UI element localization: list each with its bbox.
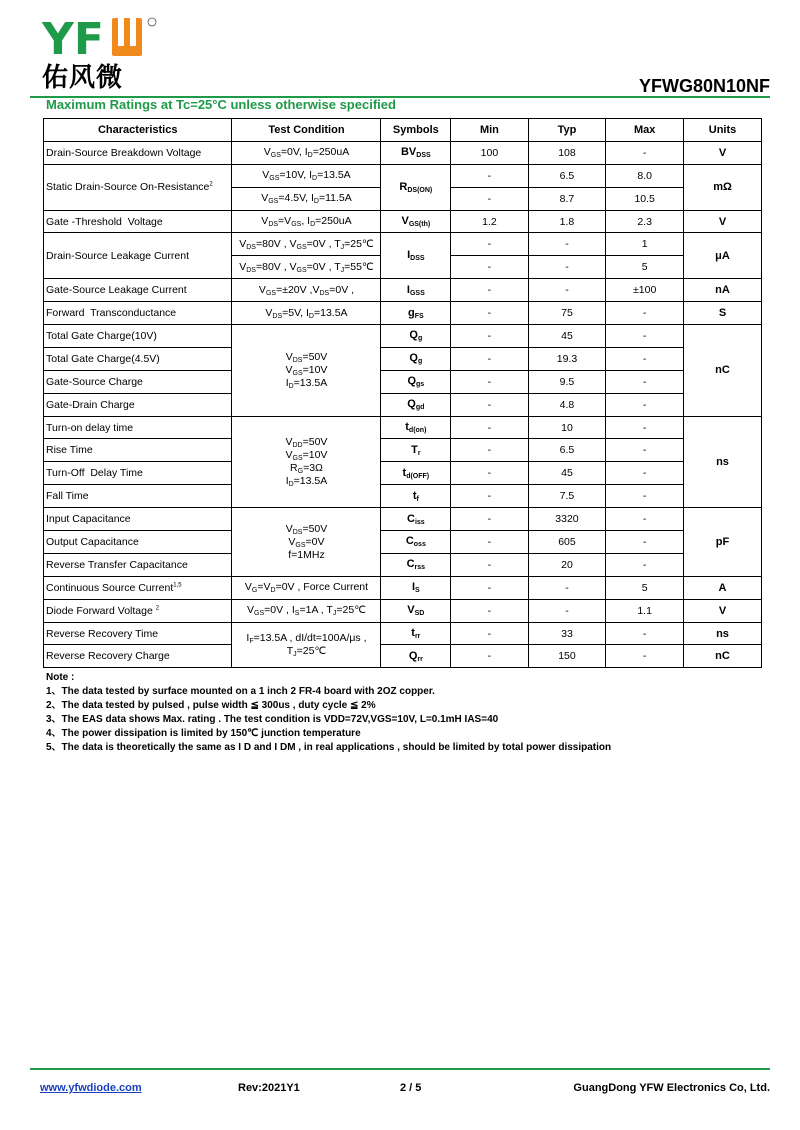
table-row: Gate -Threshold Voltage $V_{DS}=V_{GS}$, $I_D=250uA$ $V_{GS(th)}$ 1.2 1.8 2.3 V [44, 210, 762, 233]
table-row: Gate-Source Charge $Q_{gs}$ - 9.5 - [44, 370, 762, 393]
ratings-table [43, 118, 762, 668]
table-row: Fall Time $t_f$ - 7.5 - [44, 485, 762, 508]
table-row: Reverse Transfer Capacitance $C_{rss}$ - 20 - [44, 553, 762, 576]
col-header: Max [606, 119, 684, 142]
col-header: Symbols [381, 119, 451, 142]
table-row: Turn-on delay time $V_{DD}=50V$ $V_{GS}=10V$ $R_G=3\Omega$ $I_D=13.5A$ $t_{d(on)}$ - 10 - ns [44, 416, 762, 439]
table-row: Static Drain-Source On-Resistance$^2$ $V_{GS}=10V$, $I_D=13.5A$ $R_{DS(ON)}$ - 6.5 8.0 mΩ [44, 164, 762, 187]
table-row: Gate-Drain Charge $Q_{gd}$ - 4.8 - [44, 393, 762, 416]
notes-title: Note : [46, 672, 75, 683]
note-item: 3、The EAS data shows Max. rating . The test condition is VDD=72V,VGS=10V, L=0.1mH IAS=40 [46, 714, 499, 725]
table-row: Drain-Source Breakdown Voltage $V_{GS}=0V$, $I_D=250uA$ $BV_{DSS}$ 100 108 - V [44, 141, 762, 164]
section-title: Maximum Ratings at Tc=25°C unless otherwise specified [46, 97, 396, 112]
col-header: Characteristics [44, 119, 232, 142]
table-row: Drain-Source Leakage Current $V_{DS}=80V$ , $V_{GS}=0V$ , $T_J=25℃$ $I_{DSS}$ - - 1 μA [44, 233, 762, 256]
footer-divider [30, 1068, 770, 1070]
col-header: Test Condition [232, 119, 381, 142]
company-name: GuangDong YFW Electronics Co, Ltd. [573, 1082, 770, 1094]
table-row: Rise Time $T_r$ - 6.5 - [44, 439, 762, 462]
table-row: Continuous Source Current$^{1,5}$ $V_G=V_D=0V$ , Force Current $I_S$ - - 5 A [44, 576, 762, 599]
table-row: Total Gate Charge(4.5V) $Q_g$ - 19.3 - [44, 347, 762, 370]
table-header-row [44, 119, 762, 142]
note-item: 4、The power dissipation is limited by 150℃ junction temperature [46, 728, 361, 739]
table-row: Input Capacitance $V_{DS}=50V$ $V_{GS}=0V$ f=1MHz $C_{iss}$ - 3320 - pF [44, 508, 762, 531]
logo-chinese-text: 佑风微 [42, 63, 124, 93]
website-link[interactable]: www.yfwdiode.com [40, 1082, 142, 1094]
note-item: 5、The data is theoretically the same as I D and I DM , in real applications , should be limited by total power dissipation [46, 742, 612, 753]
note-item: 1、The data tested by surface mounted on a 1 inch 2 FR-4 board with 2OZ copper. [46, 686, 435, 697]
page-number: 2 / 5 [400, 1082, 422, 1094]
table-row: Diode Forward Voltage $^2$ $V_{GS}=0V$ , $I_S=1A$ , $T_J=25℃$ $V_{SD}$ - - 1.1 V [44, 599, 762, 622]
table-row: $V_{GS}=4.5V$, $I_D=11.5A$ - 8.7 10.5 [44, 187, 762, 210]
table-row: Reverse Recovery Charge $Q_{rr}$ - 150 - nC [44, 645, 762, 668]
notes [46, 671, 611, 755]
col-header: Min [451, 119, 528, 142]
table-row: Output Capacitance $C_{oss}$ - 605 - [44, 531, 762, 554]
revision: Rev:2021Y1 [238, 1082, 300, 1094]
table-row: $V_{DS}=80V$ , $V_{GS}=0V$ , $T_J=55℃$ - - 5 [44, 256, 762, 279]
table-row: Turn-Off Delay Time $t_{d(OFF)}$ - 45 - [44, 462, 762, 485]
table-row: Total Gate Charge(10V) $V_{DS}=50V$ $V_{GS}=10V$ $I_D=13.5A$ $Q_g$ - 45 - nC [44, 325, 762, 348]
table-row: Forward Transconductance $V_{DS}=5V$, $I_D=13.5A$ $g_{FS}$ - 75 - S [44, 302, 762, 325]
table-row: Reverse Recovery Time $I_F=13.5A$ , dI/dt=100A/μs , $T_J=25℃$ $t_{rr}$ - 33 - ns [44, 622, 762, 645]
col-header: Typ [528, 119, 606, 142]
table-row: Gate-Source Leakage Current $V_{GS}=\pm 20V$ $,V_{DS}=0V$ , $I_{GSS}$ - - ±100 nA [44, 279, 762, 302]
svg-text:YF: YF [42, 14, 104, 62]
part-number: YFWG80N10NF [638, 76, 770, 96]
col-header: Units [684, 119, 762, 142]
note-item: 2、The data tested by pulsed , pulse width ≦ 300us , duty cycle ≦ 2% [46, 700, 376, 711]
